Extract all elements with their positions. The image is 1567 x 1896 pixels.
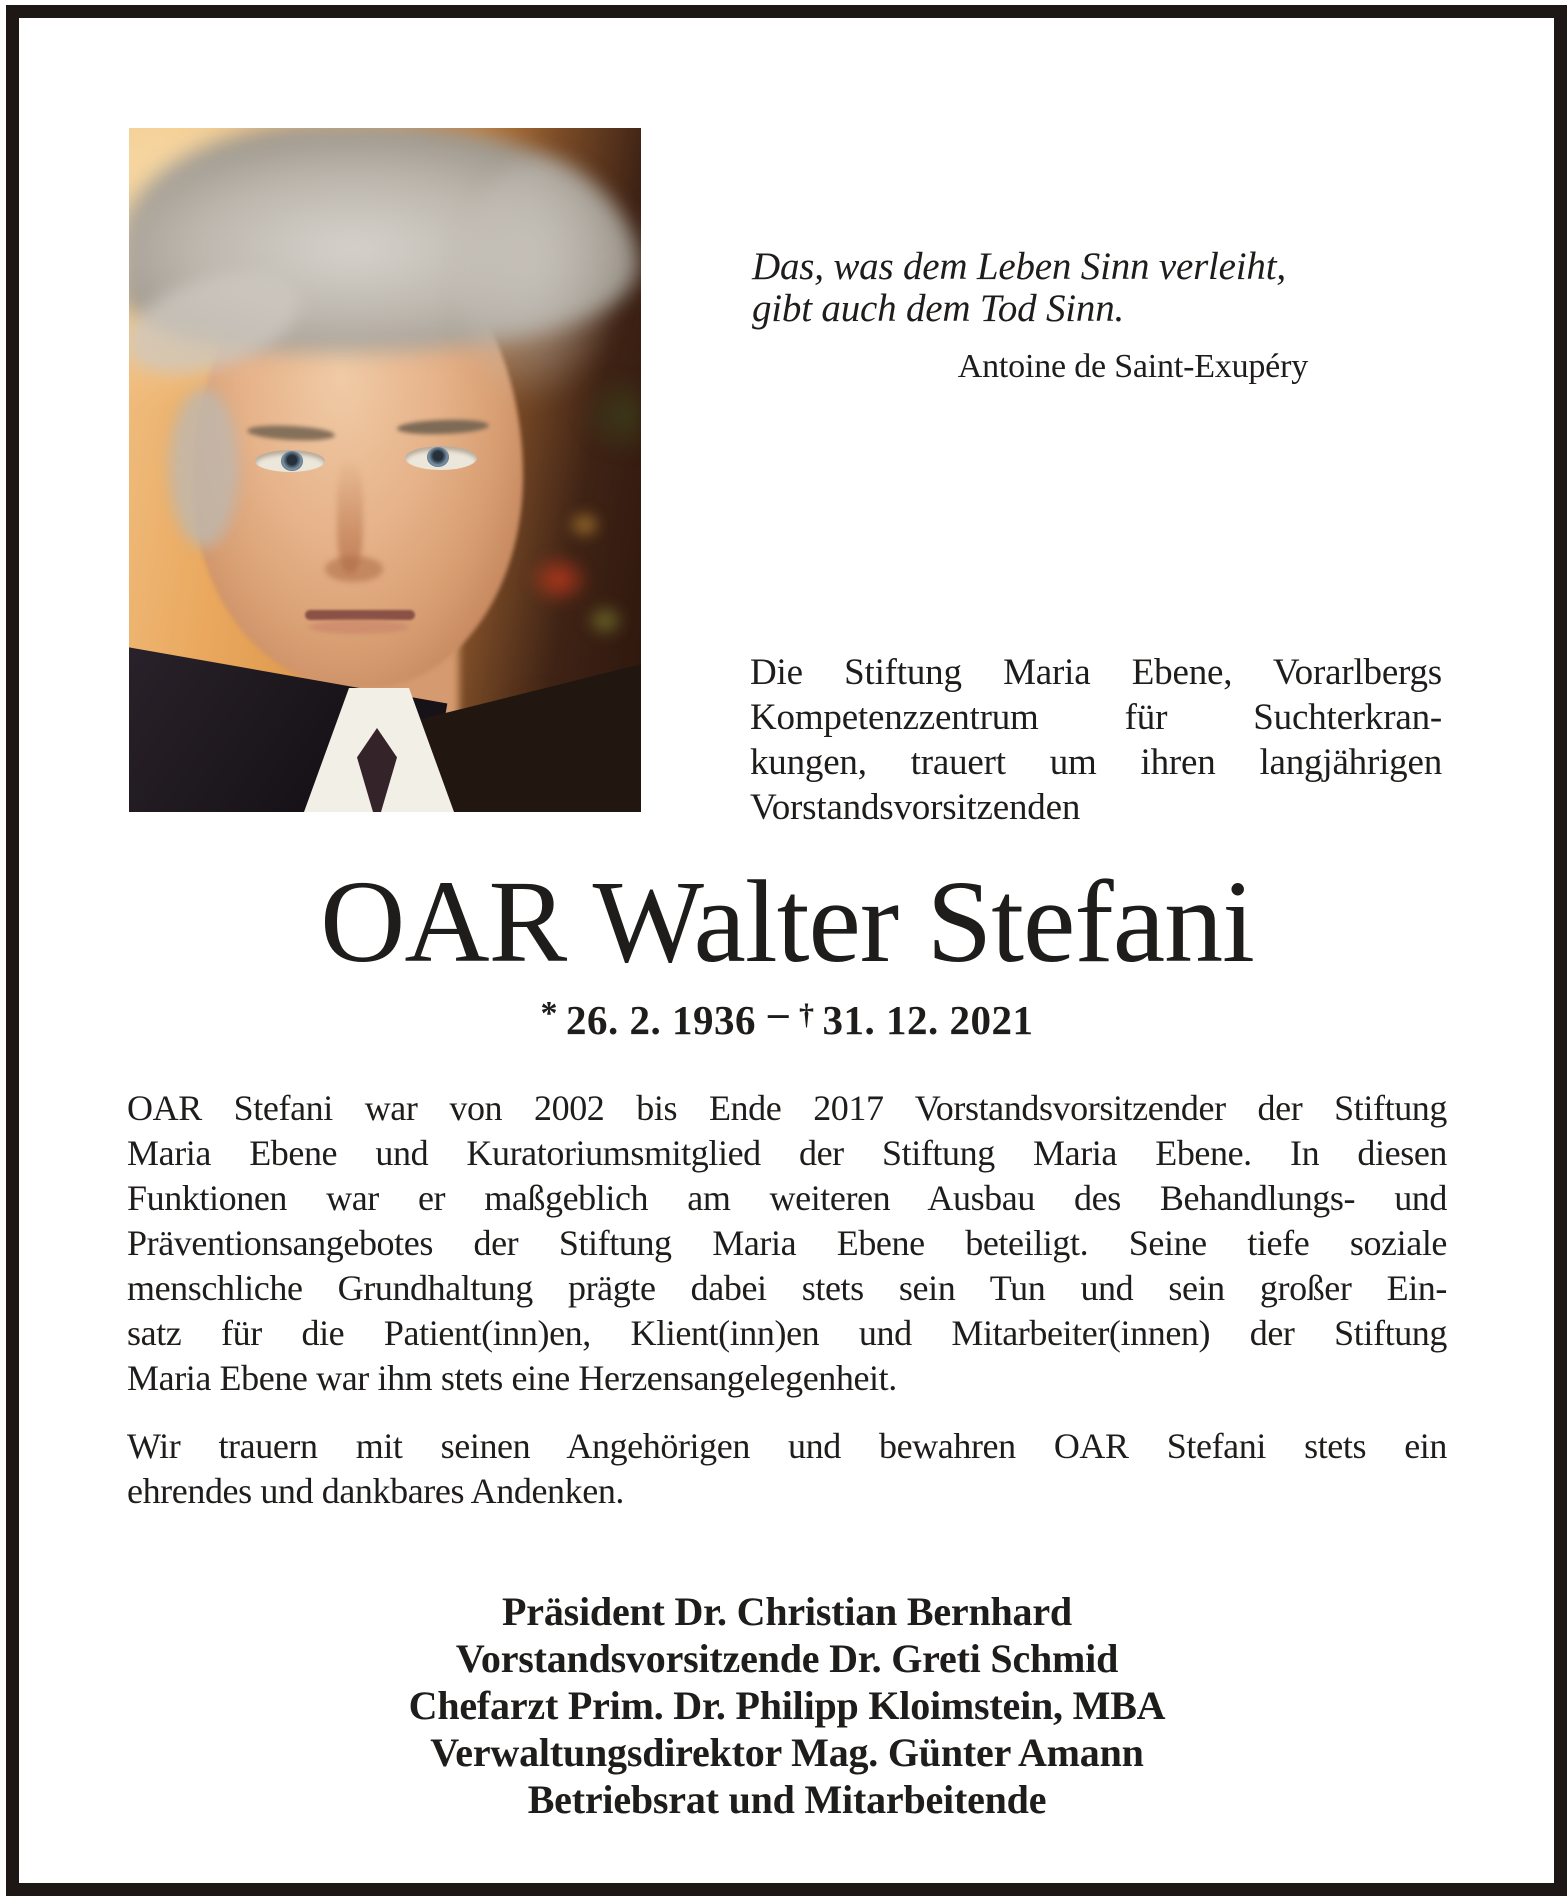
memorial-quote	[752, 246, 1308, 388]
photo-lower-lip	[309, 620, 409, 634]
body-line: Maria Ebene und Kuratoriumsmitglied der Stiftung Maria Ebene. In diesen	[127, 1133, 1447, 1173]
signature-line-admin-director: Verwaltungsdirektor Mag. Günter Amann	[430, 1730, 1144, 1775]
photo-nose-shadow	[325, 556, 383, 582]
quote-attribution: Antoine de Saint-Exupéry	[957, 348, 1308, 385]
death-cross-icon: †	[799, 998, 815, 1031]
dates-separator: –	[768, 989, 789, 1035]
obituary-paragraph-1	[127, 1086, 1447, 1401]
birth-star-icon: *	[540, 995, 558, 1032]
photo-right-eye	[405, 446, 477, 470]
portrait-photo	[129, 128, 641, 812]
quote-line: gibt auch dem Tod Sinn.	[752, 287, 1125, 330]
quote-line: Das, was dem Leben Sinn verleiht,	[752, 245, 1286, 288]
signature-line-president: Präsident Dr. Christian Bernhard	[502, 1589, 1072, 1634]
photo-hair-right	[459, 158, 629, 408]
death-date: 31. 12. 2021	[822, 997, 1034, 1043]
deceased-name: OAR Walter Stefani	[320, 856, 1254, 987]
body-line: Maria Ebene war ihm stets eine Herzensangelegenheit.	[127, 1358, 897, 1398]
obituary-body	[127, 1086, 1447, 1514]
announcement-line: Vorstandsvorsitzenden	[750, 787, 1081, 828]
signature-line-chief-physician: Chefarzt Prim. Dr. Philipp Kloimstein, MBA	[408, 1683, 1166, 1728]
announcement-line: Kompetenzzentrum für Suchterkran-	[750, 697, 1442, 738]
signature-line-chairwoman: Vorstandsvorsitzende Dr. Greti Schmid	[455, 1636, 1119, 1681]
body-line: Präventionsangebotes der Stiftung Maria Ebene beteiligt. Seine tiefe soziale	[127, 1223, 1447, 1263]
life-dates	[127, 989, 1447, 1044]
body-line: Wir trauern mit seinen Angehörigen und bewahren OAR Stefani stets ein	[127, 1426, 1447, 1466]
photo-sideburn	[169, 388, 239, 548]
body-line: OAR Stefani war von 2002 bis Ende 2017 Vorstandsvorsitzender der Stiftung	[127, 1088, 1447, 1128]
body-line: Funktionen war er maßgeblich am weiteren Ausbau des Behandlungs- und	[127, 1178, 1447, 1218]
obituary-paragraph-2	[127, 1424, 1447, 1514]
photo-left-eye	[255, 450, 325, 472]
body-line: menschliche Grundhaltung prägte dabei stets sein Tun und sein großer Ein-	[127, 1268, 1447, 1308]
photo-mouth	[305, 610, 415, 620]
signature-line-staff: Betriebsrat und Mitarbeitende	[527, 1777, 1047, 1822]
birth-date: 26. 2. 1936	[566, 997, 756, 1043]
body-line: ehrendes und dankbares Andenken.	[127, 1471, 625, 1511]
announcement-line: Die Stiftung Maria Ebene, Vorarlbergs	[750, 652, 1442, 693]
announcement-line: kungen, trauert um ihren langjährigen	[750, 742, 1442, 783]
signature-block	[127, 1588, 1447, 1823]
announcement-text	[750, 650, 1442, 830]
body-line: satz für die Patient(inn)en, Klient(inn)en und Mitarbeiter(innen) der Stiftung	[127, 1313, 1447, 1353]
